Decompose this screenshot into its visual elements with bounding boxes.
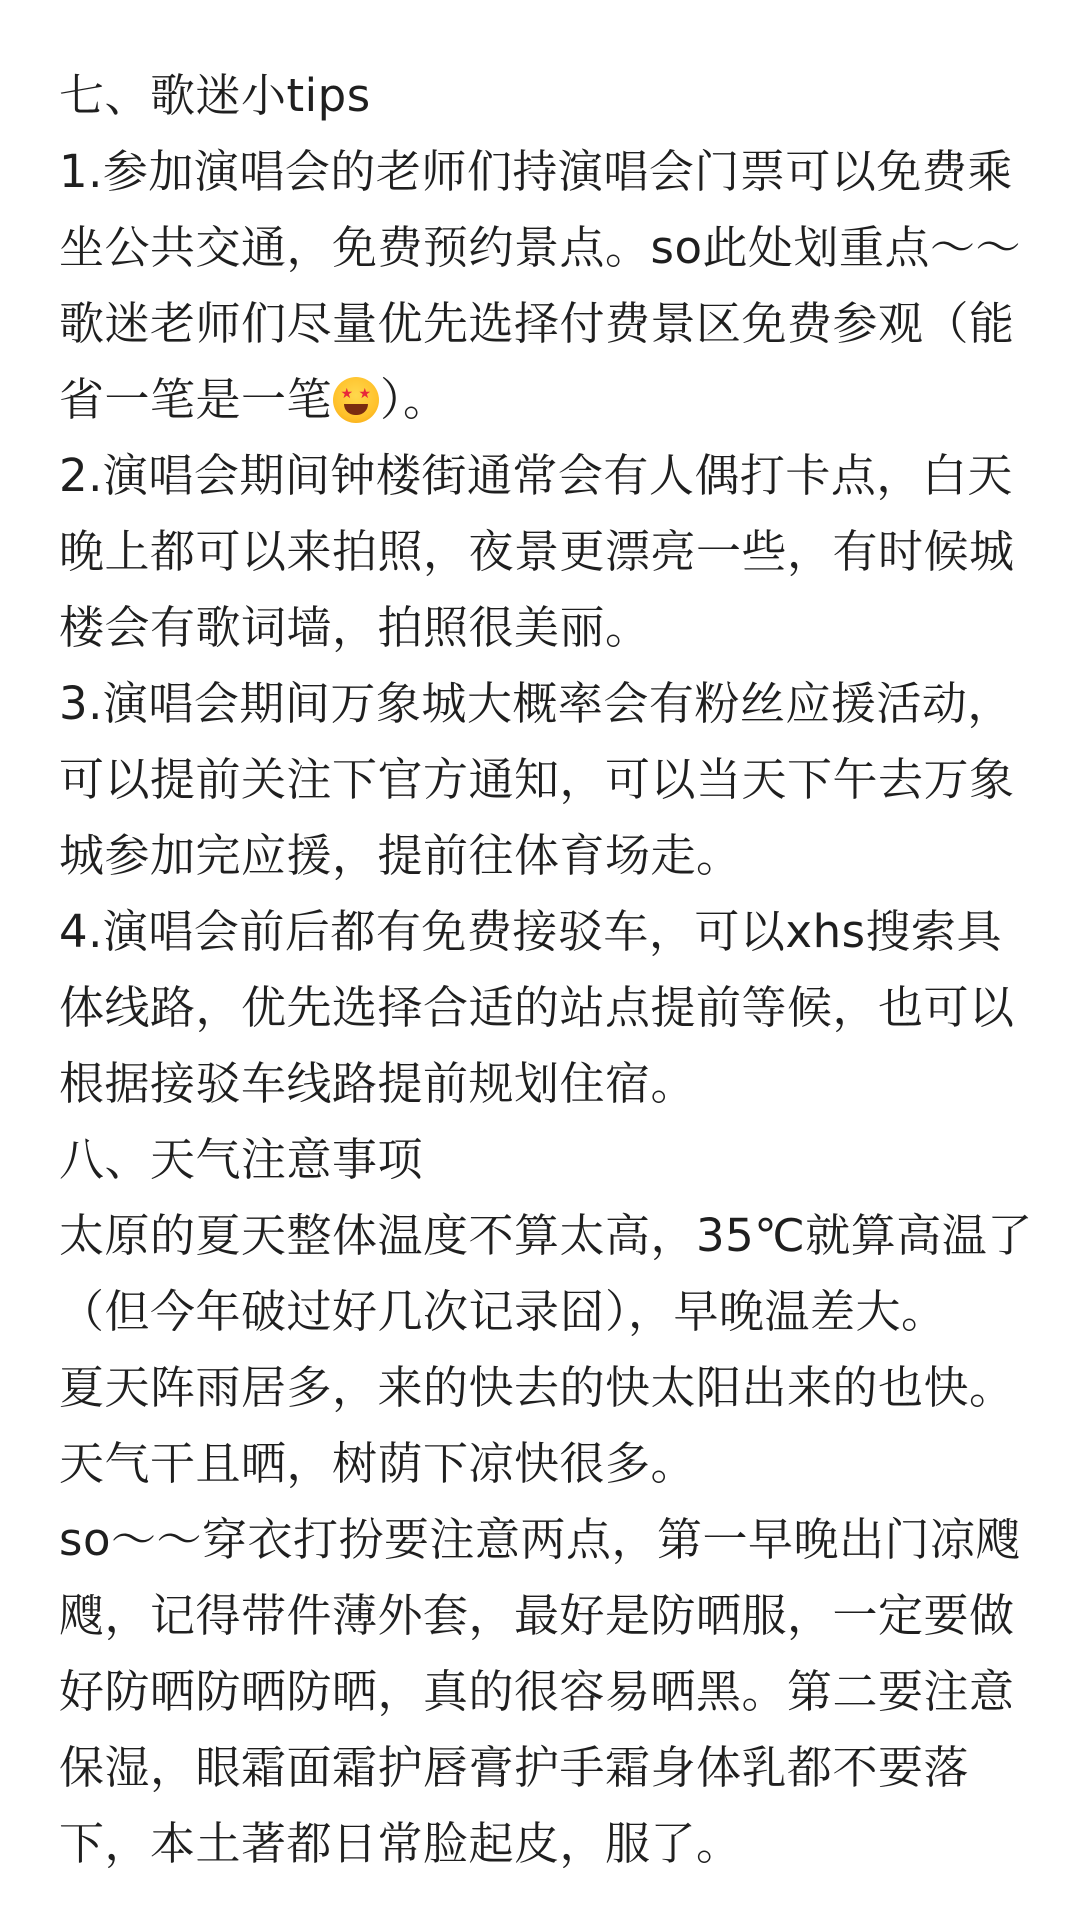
text-line-10: 可以提前关注下官方通知，可以当天下午去万象 xyxy=(59,753,1015,806)
text-line-15: 八、天气注意事项 xyxy=(59,1133,424,1186)
text-line-22: 好防晒防晒防晒，真的很容易晒黑。第二要注意 xyxy=(59,1665,1015,1718)
text-line-24: 下，本土著都日常脸起皮，服了。 xyxy=(59,1817,742,1870)
star-eye-right-icon: ★ xyxy=(358,386,372,402)
text-line-13: 体线路，优先选择合适的站点提前等候，也可以 xyxy=(59,981,1015,1034)
text-line-19: 天气干且晒，树荫下凉快很多。 xyxy=(59,1437,697,1490)
text-line-4: 歌迷老师们尽量优先选择付费景区免费参观（能 xyxy=(59,297,1015,350)
text-line-18: 夏天阵雨居多，来的快去的快太阳出来的也快。 xyxy=(59,1361,1015,1414)
text-line-23: 保湿，眼霜面霜护唇膏护手霜身体乳都不要落 xyxy=(59,1741,970,1794)
text-line-9: 3.演唱会期间万象城大概率会有粉丝应援活动， xyxy=(59,677,1013,730)
text-line-5-suffix: ）。 xyxy=(380,373,449,426)
text-line-6: 2.演唱会期间钟楼街通常会有人偶打卡点，白天 xyxy=(59,449,1013,502)
text-line-5-prefix: 省一笔是一笔 xyxy=(59,373,333,426)
text-line-3: 坐公共交通，免费预约景点。so此处划重点～～ xyxy=(59,221,1021,274)
text-line-8: 楼会有歌词墙，拍照很美丽。 xyxy=(59,601,651,654)
text-line-16: 太原的夏天整体温度不算太高，35℃就算高温了 xyxy=(59,1209,1033,1262)
smile-mouth-icon xyxy=(344,404,368,415)
text-line-7: 晚上都可以来拍照，夜景更漂亮一些，有时候城 xyxy=(59,525,1015,578)
text-line-2: 1.参加演唱会的老师们持演唱会门票可以免费乘 xyxy=(59,145,1013,198)
star-struck-emoji-icon xyxy=(333,377,379,423)
note-body xyxy=(59,58,1039,1882)
text-line-12: 4.演唱会前后都有免费接驳车，可以xhs搜索具 xyxy=(59,905,1003,958)
text-line-14: 根据接驳车线路提前规划住宿。 xyxy=(59,1057,697,1110)
text-line-17: （但今年破过好几次记录囧），早晚温差大。 xyxy=(59,1285,947,1338)
star-eye-left-icon: ★ xyxy=(340,386,354,402)
text-line-21: 飕，记得带件薄外套，最好是防晒服，一定要做 xyxy=(59,1589,1015,1642)
text-line-5 xyxy=(59,362,1039,438)
text-line-1: 七、歌迷小tips xyxy=(59,69,371,122)
text-line-20: so～～穿衣打扮要注意两点，第一早晚出门凉飕 xyxy=(59,1513,1021,1566)
text-line-11: 城参加完应援，提前往体育场走。 xyxy=(59,829,742,882)
